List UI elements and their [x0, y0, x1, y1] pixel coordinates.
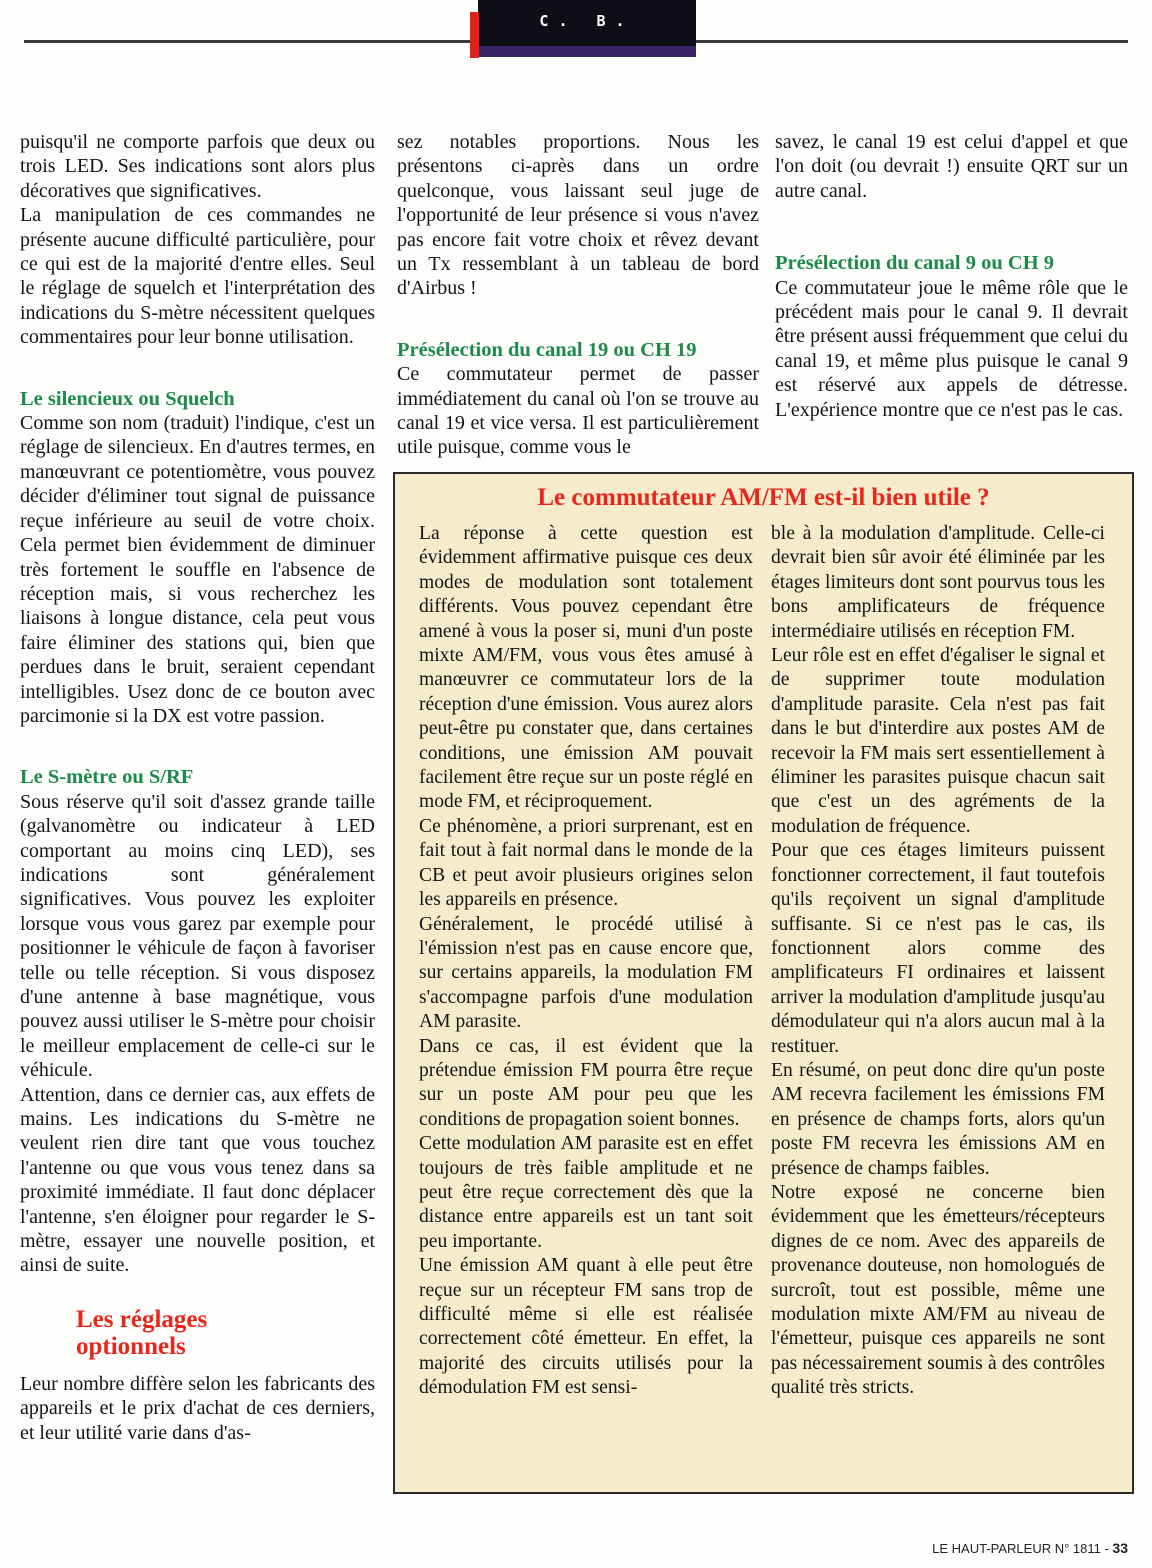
page-footer: [932, 1540, 1128, 1556]
paragraph: Ce phénomène, a priori surprenant, est en fait tout à fait normal dans le monde de la CB et peut avoir plusieurs origines selon les appareils en présence.: [419, 815, 753, 911]
subheading-squelch: Le silencieux ou Squelch: [20, 387, 235, 410]
paragraph: La manipulation de ces commandes ne présente aucune difficulté particulière, pour ce qui est de la majorité d'entre elles. Seul le réglage de squelch et l'interprétation des indications du S-mètre nécessitent quelques commentaires pour leur bonne utilisation.: [20, 204, 375, 349]
paragraph: Comme son nom (traduit) l'indique, c'est un réglage de silencieux. En d'autres termes, en manœuvrant ce potentiomètre, vous pouvez décider d'éliminer tout signal de puissance reçue inférieure au seuil de votre choix. Cela permet bien évidemment de diminuer très fortement le souffle en l'absence de réception mais, si vous recherchez les liaisons à longue distance, cela peut vous faire éliminer des stations qui, bien que perdues dans le bruit, seraient cependant intelligibles. Usez donc de ce bouton avec parcimonie si la DX est votre passion.: [20, 412, 375, 727]
paragraph: Leur nombre diffère selon les fabricants des appareils et le prix d'achat de ces derniers, et leur utilité varie dans d'as-: [20, 1372, 375, 1444]
sidebar-box: [393, 472, 1134, 1494]
section-heading-optionnels: [20, 1306, 375, 1360]
paragraph: puisqu'il ne comporte parfois que deux ou trois LED. Ses indications sont alors plus décoratives que significatives.: [20, 131, 375, 202]
section-label: C. B.: [539, 12, 635, 30]
column-2: [397, 130, 759, 460]
box-column-right: [771, 522, 1105, 1401]
subheading-ch9: Présélection du canal 9 ou CH 9: [775, 252, 1055, 275]
box-column-left: [419, 522, 753, 1401]
paragraph: Ce commutateur joue le même rôle que le précédent mais pour le canal 9. Il devrait être présent aussi fréquemment que celui du canal 19, et même plus puisque le canal 9 est réservé aux appels de détresse. L'expérience montre que ce n'est pas le cas.: [775, 276, 1128, 421]
paragraph: La réponse à cette question est évidemment affirmative puisque ces deux modes de modulation sont totalement différents. Vous pouvez cependant être amené à vous la poser si, muni d'un poste mixte AM/FM, vous vous êtes amusé à manœuvrer ce commutateur lors de la réception d'une émission. Vous aurez alors peut-être pu constater que, dans certaines conditions, une émission AM pouvait facilement être reçue sur un poste réglé en mode FM, et réciproquement.: [419, 523, 753, 813]
column-3: [775, 130, 1128, 422]
paragraph: Généralement, le procédé utilisé à l'émission n'est pas en cause encore que, sur certains appareils, la modulation FM s'accompagne parfois d'une modulation AM parasite.: [419, 913, 753, 1033]
magazine-issue: LE HAUT-PARLEUR N° 1811 -: [932, 1541, 1113, 1556]
paragraph: sez notables proportions. Nous les présentons ci-après dans un ordre quelconque, vous laissant seul juge de l'opportunité de leur présence si vous n'avez pas encore fait votre choix et rêvez devant un Tx ressemblant à un tableau de bord d'Airbus !: [397, 131, 759, 300]
header-rule-left: [24, 40, 474, 43]
subheading-smetre: Le S-mètre ou S/RF: [20, 766, 194, 789]
paragraph: Sous réserve qu'il soit d'assez grande taille (galvanomètre ou indicateur à LED comportant au moins cinq LED), ses indications sont généralement significatives. Vous pouvez les exploiter lorsque vous vous garez par exemple pour positionner le véhicule de façon à favoriser telle ou telle réception. Si vous disposez d'une antenne à base magnétique, vous pouvez aussi utiliser le S-mètre pour choisir le meilleur emplacement de celle-ci sur le véhicule.: [20, 790, 375, 1082]
paragraph: Notre exposé ne concerne bien évidemment que les émetteurs/récepteurs dignes de ce nom. Avec des appareils de provenance douteuse, non homologués de surcroît, tout est possible, même une modulation mixte AM/FM au niveau de l'émetteur, puisque ces appareils ne sont pas nécessairement soumis à des contrôles qualité très stricts.: [771, 1181, 1105, 1399]
paragraph: ble à la modulation d'amplitude. Celle-ci devrait bien sûr avoir été éliminée par les étages limiteurs dont sont pourvus tous les bons amplificateurs de fréquence intermédiaire utilisés en réception FM.: [771, 523, 1105, 642]
paragraph: Leur rôle est en effet d'égaliser le signal et de supprimer toute modulation d'amplitude parasite. Cela n'est pas fait dans le but d'interdire aux postes AM de recevoir la FM mais sert essentiellement à éliminer les parasites puisque chacun sait que c'est un des agréments de la modulation de fréquence.: [771, 645, 1105, 837]
paragraph: En résumé, on peut donc dire qu'un poste AM recevra facilement les émissions FM en présence de champs forts, alors qu'un poste FM recevra les émissions AM en présence de champs faibles.: [771, 1059, 1105, 1179]
column-1: [20, 130, 375, 1445]
paragraph: Ce commutateur permet de passer immédiatement du canal où l'on se trouve au canal 19 et vice versa. Il est particulièrement utile puisque, comme vous le: [397, 363, 759, 459]
paragraph: Attention, dans ce dernier cas, aux effets de mains. Les indications du S-mètre ne veulent rien dire tant que vous touchez l'antenne ou que vous vous tenez dans sa proximité immédiate. Il faut donc déplacer l'antenne, s'en éloigner pour regarder le S-mètre, essayer une nouvelle position, et ainsi de suite.: [20, 1083, 375, 1277]
paragraph: Dans ce cas, il est évident que la prétendue émission FM pourra être reçue sur un poste AM pour peu que les conditions de propagation soient bonnes.: [419, 1035, 753, 1130]
paragraph: Une émission AM quant à elle peut être reçue sur un récepteur FM sans trop de difficulté même si elle est réalisée correctement côté émetteur. En effet, la majorité des circuits utilisés pour la démodulation FM est sensi-: [419, 1255, 753, 1399]
heading-line: Les réglages: [76, 1305, 208, 1333]
page-number: 33: [1112, 1540, 1128, 1556]
paragraph: Cette modulation AM parasite est en effet toujours de très faible amplitude et ne peut être reçue correctement dès que la distance entre appareils est un tant soit peu importante.: [419, 1133, 753, 1252]
subheading-ch19: Présélection du canal 19 ou CH 19: [397, 338, 697, 361]
section-tab-purple-bar: [479, 46, 696, 57]
paragraph: Pour que ces étages limiteurs puissent fonctionner correctement, il faut toutefois qu'ils reçoivent un signal d'amplitude suffisante. Si ce n'est pas le cas, ils fonctionnent alors comme des amplificateurs FI ordinaires et laissent arriver la modulation d'amplitude jusqu'au démodulateur qui n'a alors aucun mal à la restituer.: [771, 840, 1105, 1057]
header-rule-right: [696, 40, 1128, 43]
box-title: Le commutateur AM/FM est-il bien utile ?: [537, 484, 990, 511]
paragraph: savez, le canal 19 est celui d'appel et que l'on doit (ou devrait !) ensuite QRT sur un autre canal.: [775, 131, 1128, 202]
heading-line: optionnels: [76, 1332, 186, 1360]
